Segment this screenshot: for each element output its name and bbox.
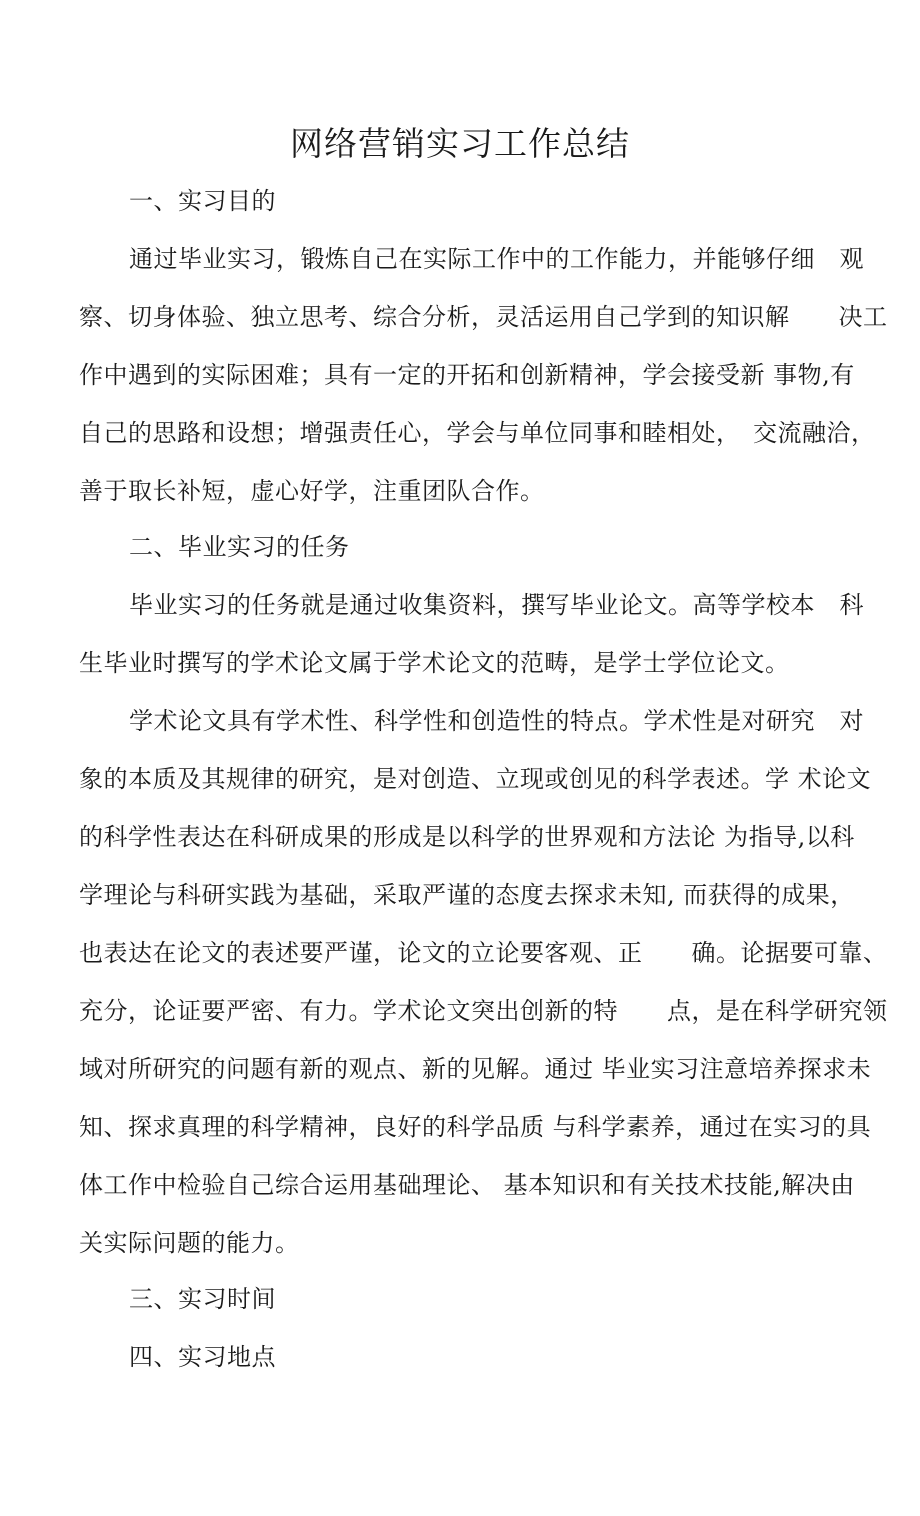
paragraph-line: 也表达在论文的表述要严谨，论文的立论要客观、正 确。论据要可靠、: [79, 939, 888, 967]
paragraph-line: 充分，论证要严密、有力。学术论文突出创新的特 点，是在科学研究领: [79, 997, 888, 1025]
paragraph-line: 生毕业时撰写的学术论文属于学术论文的范畴，是学士学位论文。: [79, 649, 790, 677]
paragraph-line: 关实际问题的能力。: [79, 1229, 300, 1257]
paragraph-line: 毕业实习的任务就是通过收集资料，撰写毕业论文。高等学校本 科: [129, 591, 864, 619]
heading-purpose: 一、实习目的: [129, 187, 276, 215]
paragraph-line: 体工作中检验自己综合运用基础理论、 基本知识和有关技术技能,解决由: [79, 1171, 855, 1199]
paragraph-line: 作中遇到的实际困难；具有一定的开拓和创新精神，学会接受新 事物,有: [79, 361, 855, 389]
paragraph-line: 察、切身体验、独立思考、综合分析，灵活运用自己学到的知识解 决工: [79, 303, 888, 331]
document-title: 网络营销实习工作总结: [290, 124, 630, 163]
paragraph-line: 善于取长补短，虚心好学，注重团队合作。: [79, 477, 545, 505]
paragraph-line: 学术论文具有学术性、科学性和创造性的特点。学术性是对研究 对: [129, 707, 864, 735]
heading-location: 四、实习地点: [129, 1343, 276, 1371]
paragraph-line: 域对所研究的问题有新的观点、新的见解。通过 毕业实习注意培养探求未: [79, 1055, 872, 1083]
paragraph-line: 学理论与科研实践为基础，采取严谨的态度去探求未知, 而获得的成果，: [79, 881, 855, 909]
heading-tasks: 二、毕业实习的任务: [129, 533, 350, 561]
paragraph-line: 知、探求真理的科学精神，良好的科学品质 与科学素养，通过在实习的具: [79, 1113, 872, 1141]
heading-time: 三、实习时间: [129, 1285, 276, 1313]
paragraph-line: 通过毕业实习，锻炼自己在实际工作中的工作能力，并能够仔细 观: [129, 245, 864, 273]
paragraph-line: 的科学性表达在科研成果的形成是以科学的世界观和方法论 为指导,以科: [79, 823, 855, 851]
paragraph-line: 象的本质及其规律的研究，是对创造、立现或创见的科学表述。学 术论文: [79, 765, 872, 793]
paragraph-line: 自己的思路和设想；增强责任心，学会与单位同事和睦相处， 交流融洽，: [79, 419, 876, 447]
